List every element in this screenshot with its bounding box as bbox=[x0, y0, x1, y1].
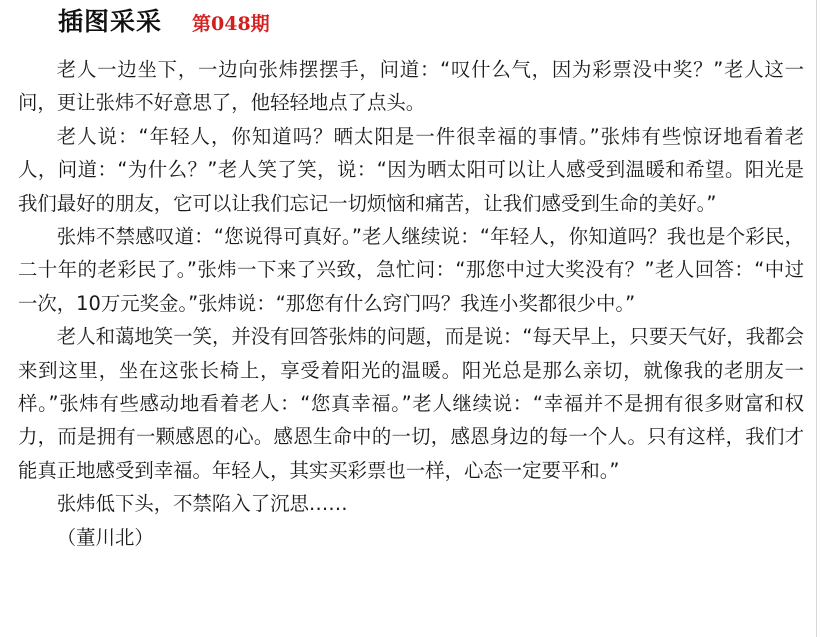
column-title: 插图采采 bbox=[58, 7, 163, 36]
article-body bbox=[18, 53, 804, 554]
paragraph: 张炜不禁感叹道：“您说得可真好。”老人继续说：“年轻人，你知道吗？我也是个彩民，二十年的老彩民了。”张炜一下来了兴致，急忙问：“那您中过大奖没有？”老人回答：“中过一次，10万元奖金。”张炜说：“那您有什么窍门吗？我连小奖都很少中。” bbox=[18, 225, 804, 315]
paragraph: 老人说：“年轻人，你知道吗？晒太阳是一件很幸福的事情。”张炜有些惊讶地看着老人，问道：“为什么？”老人笑了笑，说：“因为晒太阳可以让人感受到温暖和希望。阳光是我们最好的朋友，它可以让我们忘记一切烦恼和痛苦，让我们感受到生命的美好。” bbox=[18, 124, 804, 215]
page-border bbox=[816, 0, 817, 637]
paragraph: 张炜低下头，不禁陷入了沉思…… bbox=[56, 492, 348, 516]
column-header bbox=[58, 2, 270, 42]
issue-number: 第048期 bbox=[192, 13, 270, 35]
paragraph: 老人一边坐下，一边向张炜摆摆手，问道：“叹什么气，因为彩票没中奖？”老人这一问，更让张炜不好意思了，他轻轻地点了点头。 bbox=[18, 58, 804, 115]
paragraph: 老人和蔼地笑一笑，并没有回答张炜的问题，而是说：“每天早上，只要天气好，我都会来到这里，坐在这张长椅上，享受着阳光的温暖。阳光总是那么亲切，就像我的老朋友一样。”张炜有些感动地看着老人：“您真幸福。”老人继续说：“幸福并不是拥有很多财富和权力，而是拥有一颗感恩的心。感恩生命中的一切，感恩身边的每一个人。只有这样，我们才能真正地感受到幸福。年轻人，其实买彩票也一样，心态一定要平和。” bbox=[18, 325, 804, 482]
author-signature: （董川北） bbox=[56, 525, 154, 549]
